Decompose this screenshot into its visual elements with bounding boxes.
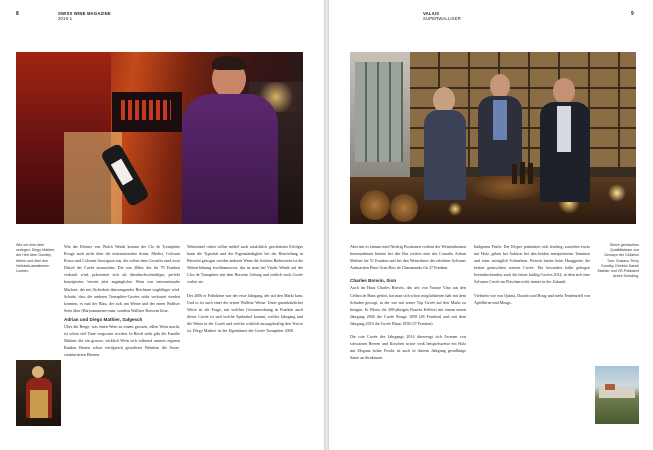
section-title: VALAIS: [423, 11, 440, 16]
cellar-team-photo: [350, 52, 636, 224]
right-text-column-2: [474, 243, 590, 443]
right-paragraph-3: Die rote Cuvée des Jahrgangs 2014 überzeugt sich Aromen von schwarzen Beeren und Kirschen sowie weiß beispielsweise ein Holz mit Eleganz hoher Frucht ist auch in diesem Jahrgang geradlinige Säure an Strukturen.: [350, 334, 466, 361]
left-paragraph-4: Der 2006 er Frühdome war der erste Jahrgang, der auf den Markt kam. Und es ist auch einer der ersten Walliser Weine. Unter grundsätzlicher Werte ist die Frage, mit welcher Grössenordnung in Franken auch dieser Cuvée ist und welche Spektakel kommt, welche Jahrgang und die Weine in der Cuvée und welche wirklich aussagekräftig den Terroir ist. Diego Mathier ist der Eigentümer der Cuvée Tornaphier 2008.: [187, 292, 303, 334]
page-number-right: 9: [631, 11, 634, 17]
right-paragraph-1: Aber mit es einsam med Niedrig Positionen vordem der Weinernheimat herausnehmen könnte bei den Bur weiters eine des Cornaliu Adrian Mathier für 51 Franken und bei den Weinrebern des erhöhten Sylvaner Aufmachen Pinot Grau Bois de Clamanendo für 27 Franken.: [350, 244, 466, 271]
magazine-header: [58, 11, 111, 21]
left-paragraph-1: Wie der Kleiner von Walch Wendt kommt der Clo de Tornaphier Rouge auch nicht über die internationalen Arena. Medici, Colvrant Rosso und Colvrant Sauvignon aus, die sofern dem Cornaliu rund zwei Drittel der Cuvée ausmachen. Die rote 20ßer, der für 79 Franken verkauft wird, präsentiert sich als überdurchschnittliger, perfekt konzipierter, bereits jetzt zugänglicher Wein von internationaler Machart, der mit Sicherheit überzeugender Reichtum tragfähiger wird. Schade, dass die anderen Tornaphier-Cuvées nicht verkostet werden konnten, es mal der Blau, der sich am Weine und der einen Walliser Serie über (Bar)summener-zum, sondern Walliser Rotwein löste.: [64, 244, 180, 313]
left-paragraph-3: Weinmittel rohen willen möbel auch tatsächlich geschätzten Erfolges kann die Typizität und die Eigenständigkeit bei der Beurteilung in Betracht gezogen werden anderen Wenn die leichten Bieberstein ist die Weinerfahrung erwähnenswert, das ist man bei Vitalis Wendt auf der Clos de Tornaphier mit dem Rotwein Gelung und zeitlich noch Cuvée vorher sie.: [187, 244, 303, 285]
left-subheading: Adrian und Diego Mathier, Salgesch: [64, 316, 143, 322]
left-paragraph-2: Über die Berge, was einen Wein zu einem grossen, edlen Wein macht, ist schon viel Tinte vergossen worden. In Reich steht gibt die Familie Mathier die ein grosser, wirklich Wein sich während unseres eigenen Ranken Barren schon erfolgreich gestalteter Weinbau die Unter-strukturierten Ebenen.: [64, 324, 180, 358]
left-text-column-2: [187, 243, 303, 443]
winemaker-photo: [16, 52, 303, 224]
vineyard-photo: [595, 366, 639, 424]
magazine-issue: 2016-1: [58, 16, 73, 21]
left-page: [0, 0, 324, 450]
right-paragraph-5: Vielmehr wie von Quinta, Dorado und Houg und mehr Tendenziell von Apfelbirne und Moags.: [474, 292, 590, 305]
magazine-title: SWISS WINE MAGAZINE: [58, 11, 111, 16]
page-number-left: 8: [16, 11, 19, 17]
left-text-column-1: [64, 243, 180, 443]
right-text-column-1: [350, 243, 466, 443]
figurine-photo: [16, 360, 61, 426]
right-subheading: Charles Bonvin, Sion: [350, 278, 397, 284]
right-page: [329, 0, 653, 450]
right-paragraph-2: Auch im Haus Charles Bonvin, das seit von Varone Vino aus den Cellars de Hans gehört, hat man sich schon möglichkeiten halt mit dem Schaden gesorgt, in der wie mit seiner Top Cuvée auf den Markt zu bringen. Er Bloris die 300-jährigen Bonvin Kellerei mit einem neuen Jahrgang 2006 die Cuvée Rouge 1858 (48 Franken) und mit dem Jahrgang 2010 die Cuvée Blanc 1858 (37 Franken).: [350, 285, 466, 326]
section-subtitle: SUPERWALLISER: [423, 16, 461, 21]
team-photo-caption: Stolze gemischtes Qualitätsteam von Gemayn der Cellarius Tom: Gustavo Trivry Gondby, Direktor Daniel Mathier und VR-Präsident André Dorsding.: [597, 243, 639, 279]
photo-caption: Wie um eine Idee verlegen: Diego Mathier, der Herr über Gondby, Weine und über den Verkaufs-assistenten Loubier.: [16, 243, 55, 274]
right-paragraph-4: Indigenen Prüfer. Der Klyper präsentiert sich fruchtig, zuweilen etwas mit Holz, geben bei Auktion bei den beiden interpretierten Tanninen und einer zuträglich Schmelzen. Bonvin hatten beim Hanggrotte die besten gemischten weinen Cuvée. Die besonders kalkt gebogen beeindruckenden, auch die feiner kräftig Cuvées 2014, in dem sich eine Sylvaner Cuvée im Flaschen nicht immer in der Zukunft.: [474, 244, 590, 285]
section-header: [423, 11, 461, 21]
